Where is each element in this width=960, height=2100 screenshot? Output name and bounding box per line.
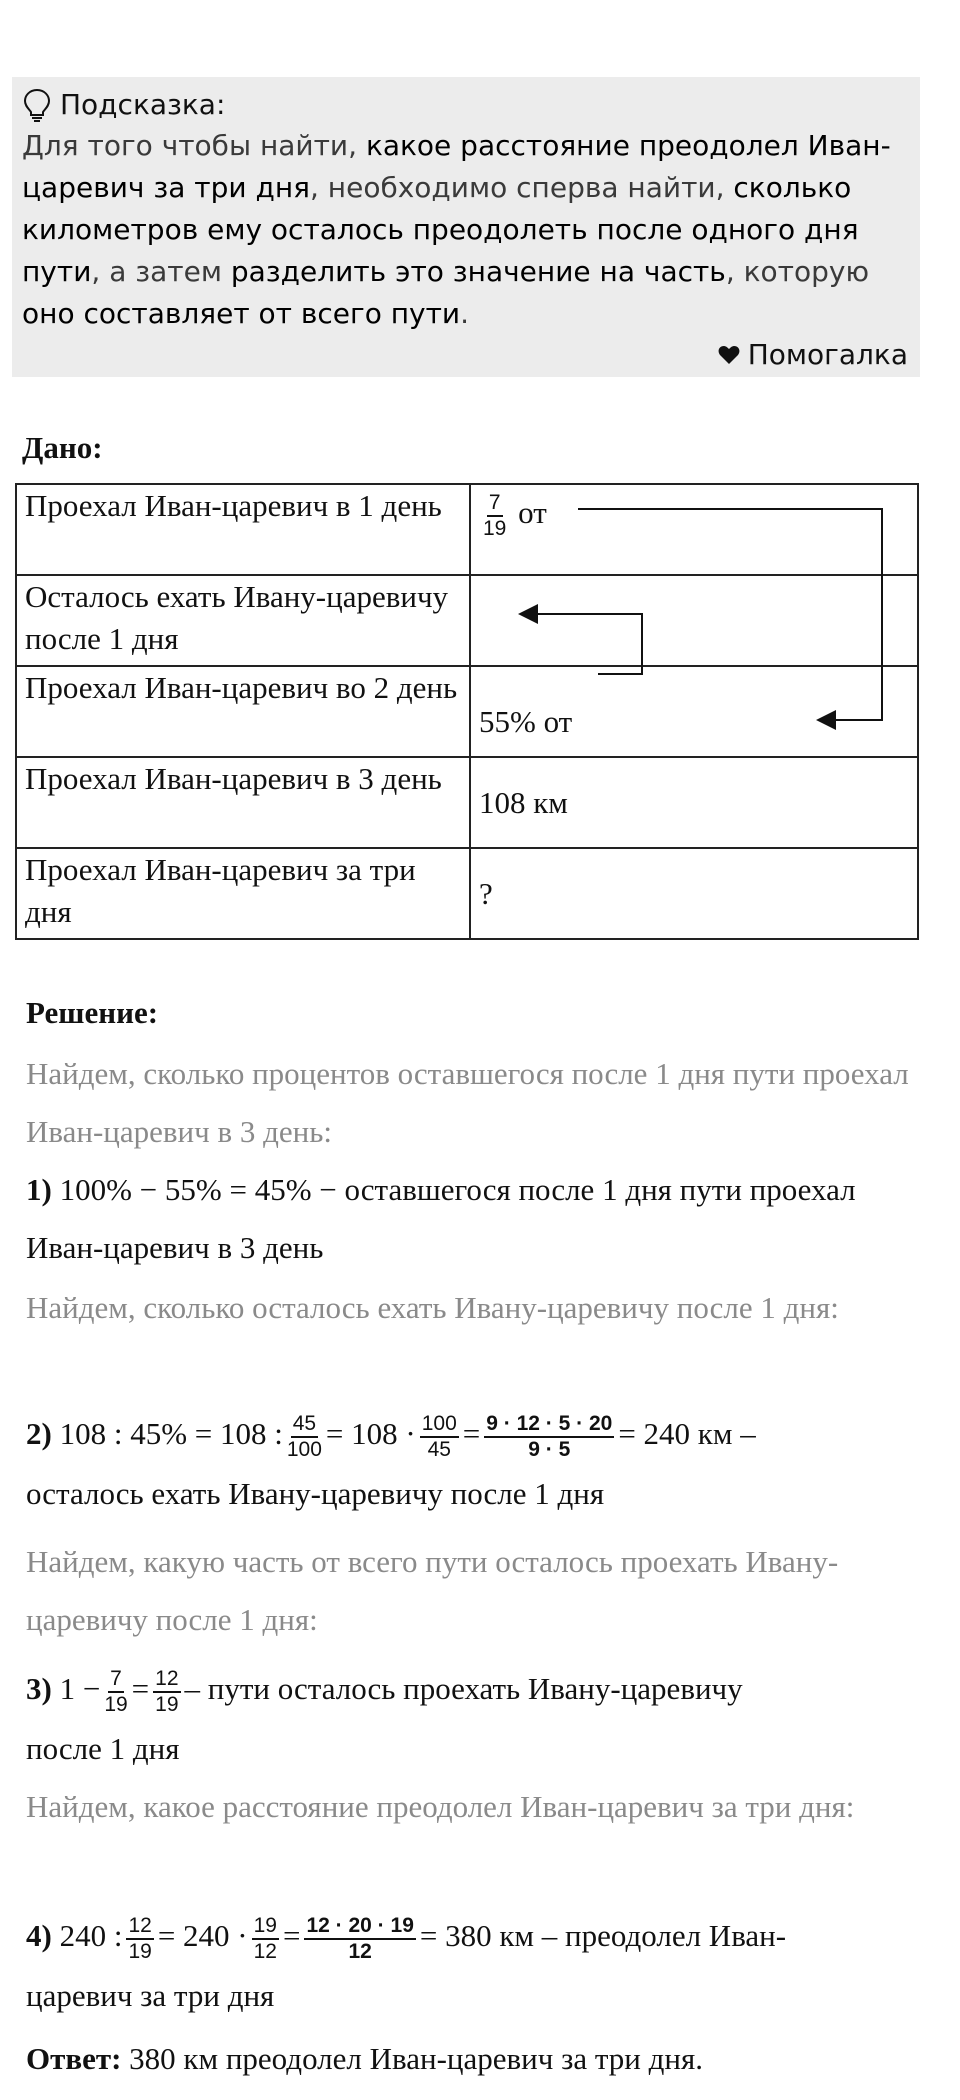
heart-icon	[718, 345, 740, 365]
hint-header	[22, 85, 910, 125]
given-table	[15, 483, 919, 940]
hint-title: Подсказка:	[60, 88, 226, 121]
fraction: $\frac{100}{45}$	[421, 1411, 457, 1461]
fraction: $\frac{12}{19}$	[128, 1913, 152, 1963]
solution-hint-2: Найдем, сколько осталось ехать Ивану-царевичу после 1 дня:	[26, 1290, 839, 1325]
fraction: $\frac{12}{19}$	[155, 1666, 179, 1716]
answer-label: Ответ:	[26, 2041, 122, 2076]
solution-hint-4: Найдем, какое расстояние преодолел Иван-царевич за три дня:	[26, 1789, 855, 1824]
given-name: Осталось ехать Ивану-царевичу после 1 дня	[16, 575, 470, 666]
solution-hint-1: Найдем, сколько процентов оставшегося после 1 дня пути проехал Иван-царевич в 3 день:	[26, 1056, 909, 1149]
given-value: ?	[470, 848, 918, 939]
fraction: $\frac{19}{12}$	[253, 1913, 277, 1963]
fraction: $\frac{7}{19}$	[483, 491, 507, 540]
answer	[26, 2030, 926, 2088]
solution-step-3: 3) 1 − $\frac{7}{19}$ = $\frac{12}{19}$ – пути осталось проехать Ивану-царевичу после 1 дня	[26, 1666, 743, 1766]
brand-name: Помогалка	[747, 338, 908, 371]
solution-step-1: 1) 100% − 55% = 45% − оставшегося после 1 дня пути проехал Иван-царевич в 3 день	[26, 1172, 856, 1265]
table-row	[16, 848, 918, 939]
given-name: Проехал Иван-царевич в 3 день	[16, 757, 470, 848]
solution-step-4: 4) 240 : $\frac{12}{19}$ = 240 · $\frac{19}{12}$ = $\frac{12 \cdot 20 \cdot 19}{12}$ = 380 км – преодолел Иван- царевич за три дня	[26, 1913, 787, 2013]
given-value: $\frac{7}{19}$ от	[470, 484, 918, 575]
given-label: Дано:	[22, 430, 103, 465]
given-name: Проехал Иван-царевич за три дня	[16, 848, 470, 939]
table-row	[16, 575, 918, 666]
table-row	[16, 484, 918, 575]
given-value: 108 км	[470, 757, 918, 848]
solution-step-2: 2) 108 : 45% = 108 : $\frac{45}{100}$ = 108 · $\frac{100}{45}$ = $\frac{9 \cdot 12 \cdot 5 \cdot 20}{9 \cdot 5}$ = 240 км – осталось ехать Ивану-царевичу после 1 дня	[26, 1411, 756, 1511]
table-row	[16, 666, 918, 757]
answer-text: 380 км преодолел Иван-царевич за три дня.	[129, 2041, 703, 2076]
given-value	[470, 575, 918, 666]
hint-box	[12, 77, 920, 377]
solution-hint-3: Найдем, какую часть от всего пути осталось проехать Ивану-царевичу после 1 дня:	[26, 1544, 839, 1637]
fraction: $\frac{45}{100}$	[286, 1411, 322, 1461]
given-name: Проехал Иван-царевич в 1 день	[16, 484, 470, 575]
fraction: $\frac{7}{19}$	[104, 1666, 128, 1716]
given-value: 55% от	[470, 666, 918, 757]
lightbulb-icon	[22, 88, 52, 122]
brand-label	[718, 337, 908, 373]
solution-label: Решение:	[26, 995, 159, 1030]
table-row	[16, 757, 918, 848]
fraction: $\frac{9 \cdot 12 \cdot 5 \cdot 20}{9 \cdot 5}$	[486, 1411, 613, 1461]
fraction: $\frac{12 \cdot 20 \cdot 19}{12}$	[306, 1913, 414, 1963]
given-name: Проехал Иван-царевич во 2 день	[16, 666, 470, 757]
hint-text: Для того чтобы найти, какое расстояние преодолел Иван-царевич за три дня, необходимо сперва найти, сколько километров ему осталось преодолеть после одного дня пути, а затем разделить это значение на часть, которую оно составляет от всего пути.	[22, 129, 891, 330]
